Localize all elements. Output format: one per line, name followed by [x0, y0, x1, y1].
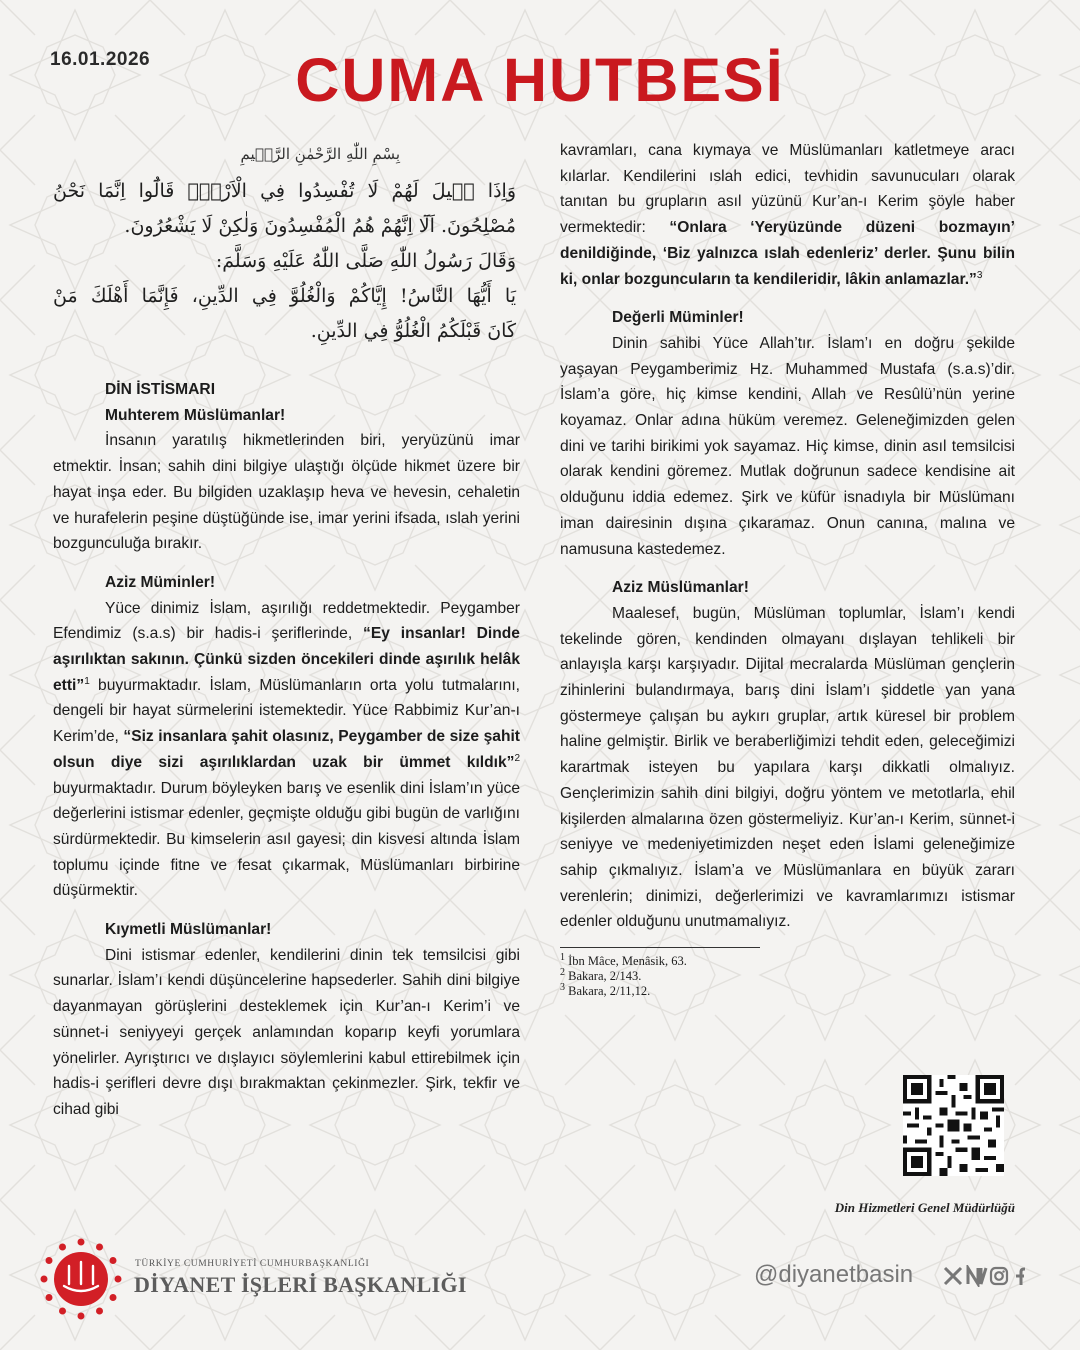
page-title: CUMA HUTBESİ	[295, 46, 785, 114]
footnote: $^2$ Bakara, 2/143.	[560, 966, 642, 984]
section-heading: Muhterem Müslümanlar!	[105, 406, 286, 424]
section-heading: Aziz Müslümanlar!	[612, 579, 749, 597]
social-handle[interactable]: @diyanetbasin	[754, 1261, 914, 1288]
x-icon[interactable]	[943, 1265, 963, 1287]
section-heading: Değerli Müminler!	[612, 309, 744, 327]
right-column	[560, 138, 1015, 999]
basmala: بِسْمِ اللّٰهِ الرَّحْمٰنِ الرَّح۪يمِ	[240, 145, 400, 163]
footnote: $^1$ İbn Mâce, Menâsik, 63.	[560, 951, 687, 969]
section-title: DİN İSTİSMARI	[105, 381, 216, 398]
arabic-line: وَقَالَ رَسُولُ اللّٰهِ صَلَّى اللّٰهُ عَلَيْهِ وَسَلَّمَ:	[215, 250, 516, 272]
footnotes	[560, 951, 1015, 999]
arabic-verse	[53, 174, 520, 349]
verse-quote: “Siz insanlara şahit olasınız, Peygamber de size şahit olsun diye sizi aşırılıklardan uzak bir ümmet kıldık”	[53, 728, 520, 771]
hadith-quote: “Ey insanlar! Dinde aşırılıktan sakının. Çünkü sizden öncekileri dinde aşırılık helâk etti”	[53, 625, 520, 694]
qr-code[interactable]	[903, 1075, 1004, 1176]
paragraph: kavramları, cana kıymaya ve Müslümanları katletmeye aracı kılarlar. Kendilerini ıslah edici, tevhidin savunucuları olarak tanıtan bu grupların asıl yüzünü Kur’an-ı Kerim şöyle haber vermektedir: “Onlara ‘Yeryüzünde düzeni bozmayın’ denildiğinde, ‘Biz yalnızca ıslah edenleriz’ derler. Şunu bilin ki, onlar bozguncuların ta kendileridir, lâkin anlamazlar.”$^3$	[560, 142, 1015, 288]
diyanet-logo	[38, 1236, 124, 1322]
arabic-line: يَا أَيُّهَا النَّاسُ! إِيَّاكُمْ وَالْغُلُوَّ فِي الدِّينِ، فَإِنَّمَا أَهْلَكَ مَنْ	[53, 285, 516, 307]
paragraph: İnsanın yaratılış hikmetlerinden biri, yeryüzünü imar etmektir. İnsan; sahih dini bilgiye ulaştığı ölçüde hikmet üzere bir hayat inşa eder. Bu bilgiden uzaklaşıp heva ve hevesin, cehaletin ve hurafelerin peşine düştüğünde ise, imar yerini ifsada, ıslah yerini bozgunculuğa bırakır.	[53, 432, 520, 553]
arabic-line: وَاِذَا ق۪يلَ لَهُمْ لَا تُفْسِدُوا فِي الْاَرْضِۙ قَالُٓوا اِنَّمَا نَحْنُ	[53, 180, 516, 202]
section-heading: Aziz Müminler!	[105, 573, 216, 591]
signature: Din Hizmetleri Genel Müdürlüğü	[834, 1200, 1015, 1215]
instagram-icon[interactable]	[989, 1265, 1009, 1287]
facebook-icon[interactable]	[1012, 1265, 1032, 1287]
verse-quote: “Onlara ‘Yeryüzünde düzeni bozmayın’ denildiğinde, ‘Biz yalnızca ıslah edenleriz’ derler. Şunu bilin ki, onlar bozguncuların ta kendileridir, lâkin anlamazlar.”	[560, 219, 1015, 288]
paragraph: Dini istismar edenler, kendilerini dinin tek temsilcisi gibi sunarlar. İslam’ı kendi düşüncelerine hapsederler. Sahih dini bilgiye dayanmayan görüşlerini desteklemek için Kur’an-ı Kerim’i ve sünnet-i seniyyeyi gerçek anlamından koparıp keyfi yorumlara yönelirler. Ayrıştırıcı ve dışlayıcı söylemlerini kabul ettirebilmek için hadis-i şerifleri devre dışı bırakmaktan çekinmezler. Şirk, tekfir ve cihad gibi	[53, 946, 520, 1118]
paragraph: Yüce dinimiz İslam, aşırılığı reddetmektedir. Peygamber Efendimiz (s.a.s) bir hadis-i şeriflerinde, “Ey insanlar! Dinde aşırılıktan sakının. Çünkü sizden öncekileri dinde aşırılık helâk etti”$^1$ buyurmaktadır. İslam, Müslümanların orta yolu tutmalarını, dengeli bir hayat sürmelerini istemektedir. Yüce Rabbimiz Kur’an-ı Kerim’de, “Siz insanlara şahit olasınız, Peygamber de size şahit olsun diye sizi aşırılıklardan uzak bir ümmet kıldık”$^2$ buyurmaktadır. Durum böyleyken barış ve esenlik dini İslam’ın yüce değerlerini istismar edenler, geçmişte olduğu gibi bugün de varlığını sürdürmektedir. Bu kimselerin asıl gayesi; din kisvesi altında İslam toplumu içinde fitne ve fesat çıkarmak, Müslümanları birbirine düşürmektir.	[53, 599, 520, 900]
section-heading: Kıymetli Müslümanlar!	[105, 921, 272, 939]
footnote-ref: 1	[84, 675, 90, 687]
footnote: $^3$ Bakara, 2/11,12.	[560, 981, 651, 999]
sermon-date: 16.01.2026	[50, 49, 151, 70]
arabic-line: كَانَ قَبْلَكُمُ الْغُلُوُّ فِي الدِّينِ.	[310, 320, 516, 342]
institution-subtitle: TÜRKİYE CUMHURİYETİ CUMHURBAŞKANLIĞI	[135, 1259, 370, 1269]
footnote-ref: 2	[514, 752, 520, 764]
footnote-ref: 3	[976, 269, 983, 281]
footnote-divider	[560, 947, 760, 948]
paragraph: Maalesef, bugün, Müslüman toplumlar, İslam’ı kendi tekelinde gören, kendinden olmayanı dışlayan tehlikeli bir anlayışla karşı karşıyadır. Dijital mecralarda Müslüman gençlerin zihinlerini bulandırmaya, barış dini İslam’ı şiddetle yan yana göstermeye çalışan bu aykırı gruplar, artık küresel bir problem haline gelmiştir. Birlik ve beraberliğimizi tehdit eden, geleceğimizi karartmak isteyen bu yapılara karşı dikkatli olmalıyız. Gençlerimizin sahih dini bilgiyi, doğru yöntem ve metotlarla, ehil kişilerden almalarına özen göstermeliyiz. Kur’an-ı Kerim, sünnet-i seniyye ve medeniyetimizden neşet eden İslami geleneğimize sahip çıkmalıyız. İslam’a ve Müslümanlara en büyük zararı verenlerin; dinimizi, değerlerimizi ve kavramlarımızı istismar edenler olduğunu unutmamalıyız.	[560, 604, 1015, 931]
arabic-line: مُصْلِحُونَ. اَلَٓا اِنَّهُمْ هُمُ الْمُفْسِدُونَ وَلٰكِنْ لَا يَشْعُرُونَ.	[124, 215, 516, 237]
paragraph: Dinin sahibi Yüce Allah’tır. İslam’ı en doğru şekilde yaşayan Peygamberimiz Hz. Muhammed Mustafa (s.a.s)’dir. İslam’a göre, hiç kimse kendini, Allah ve Resûlü’nün yerine koyamaz. Onlar adına hüküm veremez. Geleneğimizden gelen dini ve tarihi birikimi yok sayamaz. Hiç kimse, dinin asıl temsilcisi olarak kendini göremez. Mutlak doğrunun sadece kendisine ait olduğunu iddia edemez. Şirk ve küfür isnadıyla bir Müslümanı iman dairesinin dışına çıkaramaz. Onun canına, malına ve namusuna kastedemez.	[560, 334, 1015, 558]
left-column	[53, 142, 520, 1123]
nsosyal-icon[interactable]	[966, 1265, 986, 1287]
social-icons	[943, 1265, 1032, 1287]
institution-name: DİYANET İŞLERİ BAŞKANLIĞI	[134, 1272, 467, 1297]
